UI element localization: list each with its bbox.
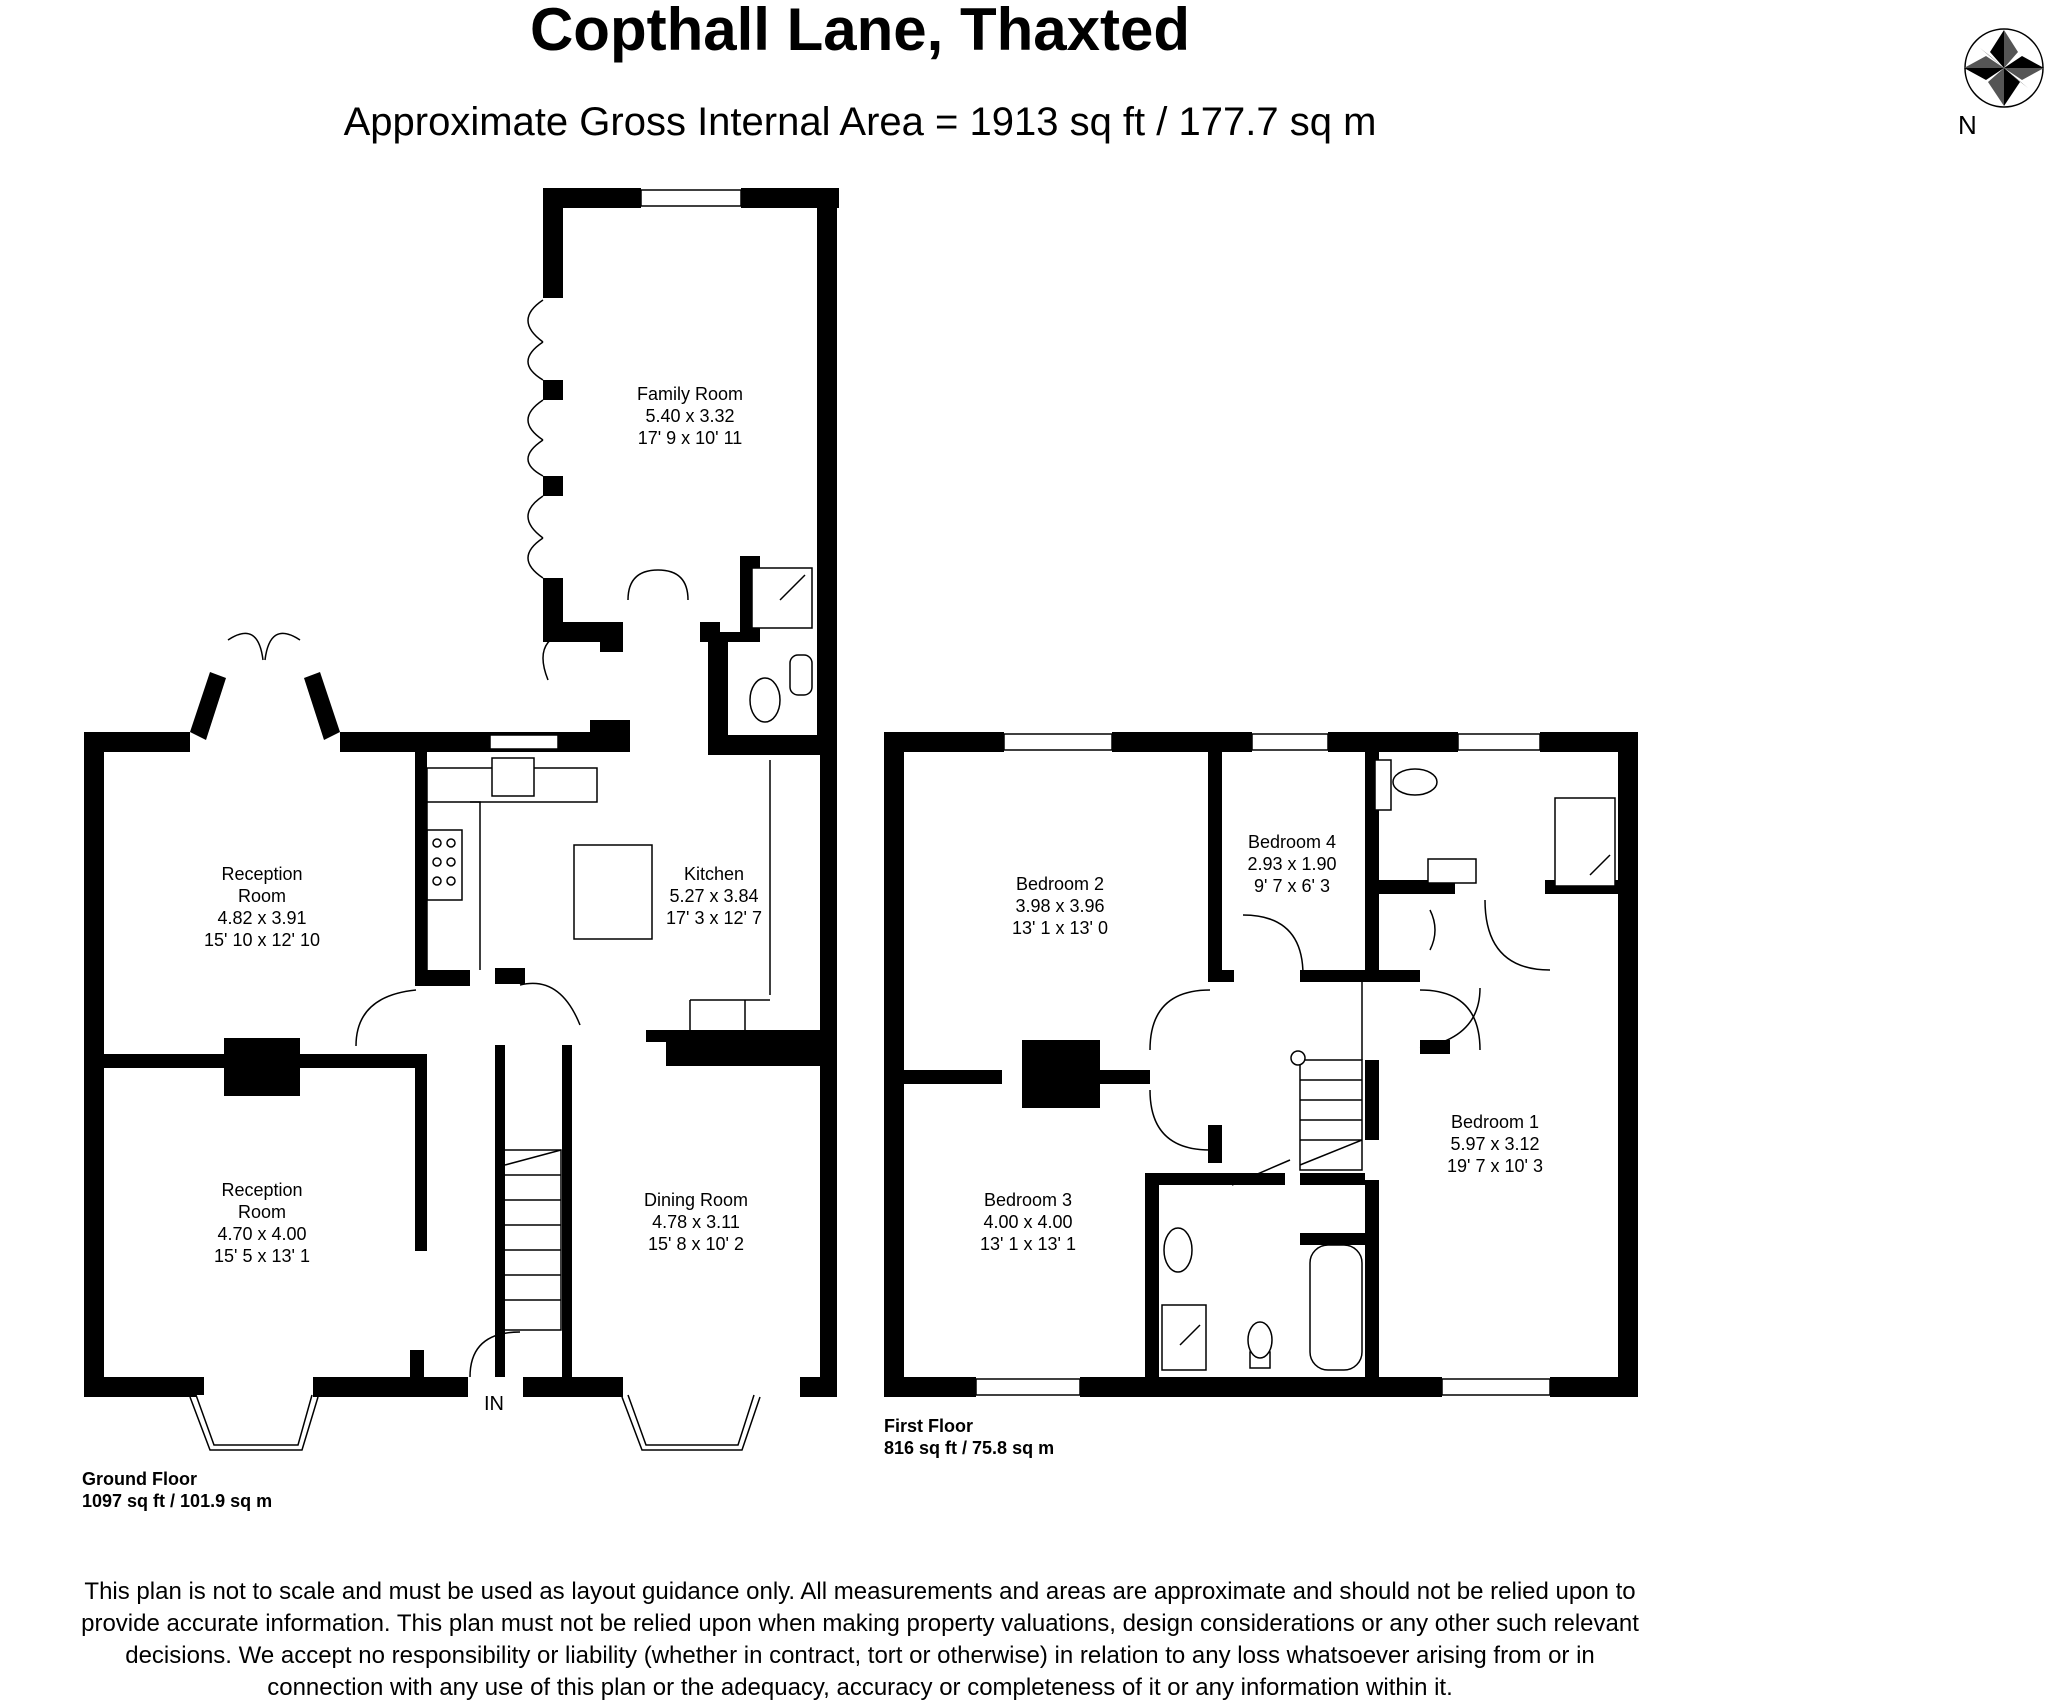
room-family-room-imperial: 17' 9 x 10' 11 (637, 428, 743, 448)
room-bedroom-3-metric: 4.00 x 4.00 (983, 1212, 1073, 1232)
first-floor-area: 816 sq ft / 75.8 sq m (884, 1438, 1055, 1458)
room-reception-1-metric: 4.82 x 3.91 (217, 908, 307, 928)
room-bedroom-4-name: Bedroom 4 (1247, 832, 1337, 852)
ground-floor-name: Ground Floor (82, 1469, 197, 1489)
room-kitchen-imperial: 17' 3 x 12' 7 (666, 908, 762, 928)
room-bedroom-3-imperial: 13' 1 x 13' 1 (980, 1234, 1076, 1254)
gross-area-subtitle: Approximate Gross Internal Area = 1913 sq ft / 177.7 sq m (343, 100, 1377, 144)
room-kitchen-name: Kitchen (683, 864, 745, 884)
room-kitchen-metric: 5.27 x 3.84 (669, 886, 759, 906)
room-reception-2-imperial: 15' 5 x 13' 1 (214, 1246, 310, 1266)
ground-floor-label (82, 1468, 272, 1512)
disclaimer-line: This plan is not to scale and must be used as layout guidance only. All measurements and areas are approximate and should not be relied upon to (84, 1578, 1636, 1605)
room-bedroom-1-imperial: 19' 7 x 10' 3 (1447, 1156, 1543, 1176)
disclaimer (0, 1576, 1720, 1704)
first-floor-label (884, 1415, 1054, 1459)
room-bedroom-2-metric: 3.98 x 3.96 (1015, 896, 1105, 916)
disclaimer-line: connection with any use of this plan or the adequacy, accuracy or completeness of it or any information within it. (267, 1674, 1453, 1701)
entrance-label: IN (484, 1393, 504, 1415)
ground-floor-area: 1097 sq ft / 101.9 sq m (82, 1491, 273, 1511)
room-bedroom-4-imperial: 9' 7 x 6' 3 (1254, 876, 1330, 896)
room-bedroom-2-imperial: 13' 1 x 13' 0 (1012, 918, 1108, 938)
room-family-room-metric: 5.40 x 3.32 (645, 406, 735, 426)
room-reception-1-name-line1: Reception (221, 864, 303, 884)
room-bedroom-3-name: Bedroom 3 (983, 1190, 1073, 1210)
room-reception-2-name-line1: Reception (221, 1180, 303, 1200)
room-reception-2-metric: 4.70 x 4.00 (217, 1224, 307, 1244)
room-reception-1-name-line2: Room (237, 886, 287, 906)
first-floor-name: First Floor (884, 1416, 973, 1436)
disclaimer-line: provide accurate information. This plan must not be relied upon when making property valuations, design considerations or any other such relevant (81, 1610, 1639, 1637)
page-title: Copthall Lane, Thaxted (529, 0, 1191, 63)
room-bedroom-2-name: Bedroom 2 (1015, 874, 1105, 894)
room-reception-1-imperial: 15' 10 x 12' 10 (204, 930, 320, 950)
ground-floor-plan (84, 188, 839, 1450)
compass-rose-icon (1964, 29, 2044, 107)
room-bedroom-1-name: Bedroom 1 (1450, 1112, 1540, 1132)
room-bedroom-1-metric: 5.97 x 3.12 (1450, 1134, 1540, 1154)
room-dining-room-name: Dining Room (643, 1190, 749, 1210)
disclaimer-line: decisions. We accept no responsibility or liability (whether in contract, tort or otherwise) in relation to any loss whatsoever arising from or in (125, 1642, 1595, 1669)
room-family-room-name: Family Room (636, 384, 744, 404)
compass-north-label: N (1958, 110, 1977, 140)
room-reception-2-name-line2: Room (237, 1202, 287, 1222)
room-dining-room-imperial: 15' 8 x 10' 2 (648, 1234, 744, 1254)
room-bedroom-4-metric: 2.93 x 1.90 (1247, 854, 1337, 874)
room-dining-room-metric: 4.78 x 3.11 (652, 1212, 740, 1232)
